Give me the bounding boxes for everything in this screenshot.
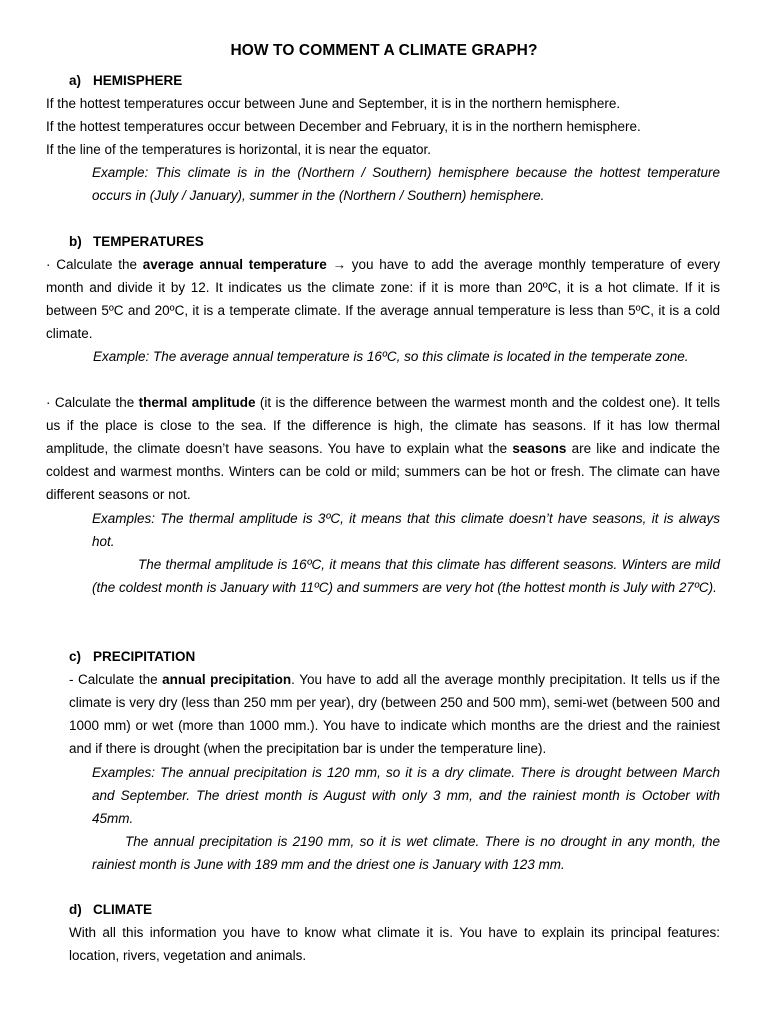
hemisphere-rule: If the hottest temperatures occur between December and February, it is in the northern hemisphere.: [46, 119, 641, 134]
section-letter: a): [69, 73, 82, 88]
thermal-amplitude-example: The thermal amplitude is 16ºC, it means that this climate has different seasons. Winters are mild (the coldest month is January with 11ºC) and summers are very hot (the hottest month is July with 27ºC).: [92, 557, 720, 595]
section-letter: d): [69, 902, 82, 917]
section-title: TEMPERATURES: [93, 234, 204, 249]
hemisphere-example: Example: This climate is in the (Northern / Southern) hemisphere because the hottest temperature occurs in (July / January), summer in the (Northern / Southern) hemisphere.: [92, 165, 720, 203]
hemisphere-rules: [46, 92, 726, 161]
paragraph-text: · Calculate the: [46, 257, 143, 272]
section-letter: b): [69, 234, 82, 249]
section-heading-hemisphere: [69, 73, 182, 88]
paragraph-text: (it is the difference between the warmest month and the coldest one). It tells us if the place is close to the sea. If the difference is high, the climate has seasons. If it has low thermal amplitude, the climate doesn’t have seasons. You have to explain what the: [46, 395, 721, 456]
precipitation-paragraph: [69, 668, 720, 760]
thermal-amplitude-paragraph: [46, 391, 720, 506]
page-title: HOW TO COMMENT A CLIMATE GRAPH?: [230, 42, 538, 59]
paragraph-text: · Calculate the: [46, 395, 139, 410]
bold-term: thermal amplitude: [138, 395, 256, 410]
paragraph-text: - Calculate the: [69, 672, 163, 687]
hemisphere-rule: If the hottest temperatures occur between June and September, it is in the northern hemisphere.: [46, 96, 621, 111]
hemisphere-rule: If the line of the temperatures is horizontal, it is near the equator.: [46, 142, 431, 157]
paragraph-text: . You have to add all the average monthly precipitation. It tells us if the climate is very dry (less than 250 mm per year), dry (between 250 and 500 mm), semi-wet (between 500 and 1000 mm) or wet (more than 1000 mm.). You have to indicate which months are the driest and the rainiest and if there is drought (when the precipitation bar is under the temperature line).: [69, 672, 721, 756]
precipitation-example: The annual precipitation is 2190 mm, so it is wet climate. There is no drought in any month, the rainiest month is June with 189 mm and the driest one is January with 123 mm.: [92, 834, 720, 872]
precipitation-example: Examples: The annual precipitation is 120 mm, so it is a dry climate. There is drought between March and September. The driest month is August with only 3 mm, and the rainiest month is October with 45mm.: [92, 765, 720, 826]
bold-term: average annual temperature: [142, 257, 327, 272]
paragraph-text: → you have to add the average monthly temperature of every month and divide it by 12. It indicates us the climate zone: if it is more than 20ºC, it is a hot climate. If it is between 5ºC and 20ºC, it is a temperate climate. If the average annual temperature is less than 5ºC, it is a cold climate.: [46, 257, 721, 341]
section-heading-climate: [69, 902, 152, 917]
climate-paragraph: With all this information you have to know what climate it is. You have to explain its principal features: location, rivers, vegetation and animals.: [69, 925, 720, 963]
section-letter: c): [69, 649, 82, 664]
section-heading-precipitation: [69, 649, 195, 664]
section-title: HEMISPHERE: [93, 73, 183, 88]
section-title: PRECIPITATION: [93, 649, 196, 664]
section-heading-temperatures: [69, 234, 204, 249]
average-temperature-paragraph: [46, 253, 720, 345]
paragraph-text: are like and indicate the coldest and warmest months. Winters can be cold or mild; summers can be hot or fresh. The climate can have different seasons or not.: [46, 441, 720, 502]
thermal-amplitude-example: Examples: The thermal amplitude is 3ºC, it means that this climate doesn’t have seasons, it is always hot.: [92, 511, 720, 549]
bold-term: seasons: [512, 441, 567, 456]
temperature-example: Example: The average annual temperature is 16ºC, so this climate is located in the temperate zone.: [93, 349, 689, 364]
section-title: CLIMATE: [93, 902, 152, 917]
bold-term: annual precipitation: [162, 672, 292, 687]
